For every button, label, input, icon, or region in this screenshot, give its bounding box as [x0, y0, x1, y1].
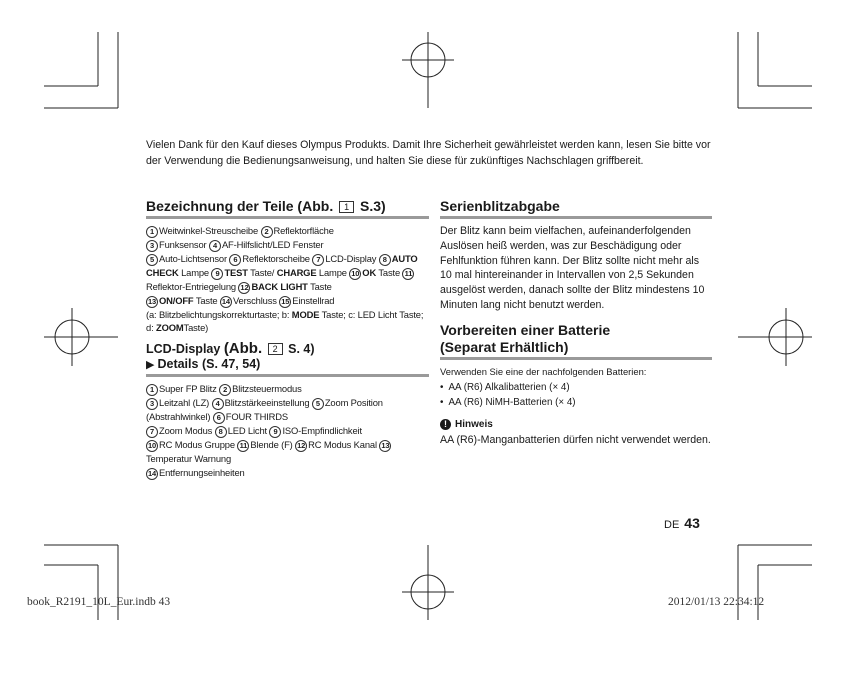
- intro-paragraph: Vielen Dank für den Kauf dieses Olympus Produkts. Damit Ihre Sicherheit gewährleistet werden kann, lesen Sie bitte vor der Verwendung die Bedienungsanweisung, und halten Sie diese für zukünftiges Nachschlagen griffbereit.: [146, 139, 711, 167]
- part-label: Lampe: [181, 267, 209, 278]
- page-lang: DE: [664, 519, 680, 531]
- part-label: Reflektor-Entriegelung: [146, 281, 236, 292]
- battery-list: [440, 380, 712, 410]
- page-number-value: 43: [684, 515, 700, 531]
- lcd-heading-page: S. 4): [288, 342, 315, 357]
- callout-number: 6: [213, 412, 225, 424]
- callout-number: 10: [351, 269, 360, 278]
- part-label-bold: TEST: [224, 267, 248, 278]
- part-label: Verschluss: [232, 295, 277, 306]
- wheel-description: Taste; c: LED Licht Taste; d:: [146, 309, 424, 334]
- part-label: Taste/: [250, 267, 275, 278]
- wheel-description: (a: Blitzbelichtungskorrekturtaste; b:: [146, 309, 290, 320]
- battery-heading-line2: (Separat Erhältlich): [440, 338, 569, 355]
- callout-number: 5: [312, 398, 324, 410]
- lcd-label: Blitzsteuermodus: [232, 383, 302, 395]
- figure-ref-box: 2: [268, 343, 283, 355]
- callout-number: 7: [146, 426, 158, 438]
- callout-number: 2: [261, 226, 273, 238]
- lcd-label: RC Modus Gruppe: [159, 439, 235, 451]
- battery-heading-line1: Vorbereiten einer Batterie: [440, 321, 611, 338]
- lcd-list: [146, 382, 429, 479]
- part-label: Taste: [310, 281, 332, 292]
- hinweis-heading: [440, 418, 712, 431]
- wheel-zoom: ZOOM: [156, 322, 184, 334]
- part-label: Weitwinkel-Streuscheibe: [159, 225, 259, 236]
- callout-number: 3: [146, 398, 158, 410]
- arrow-right-icon: ▶: [146, 359, 155, 372]
- callout-number: 5: [146, 254, 158, 266]
- hinweis-label: Hinweis: [455, 418, 493, 430]
- part-label: Einstellrad: [292, 295, 335, 306]
- wheel-description: Taste): [183, 322, 209, 334]
- callout-number: 4: [209, 240, 221, 252]
- lcd-label: LED Licht: [227, 425, 267, 437]
- footer-filename: book_R2191_10L_Eur.indb 43: [27, 596, 171, 608]
- part-label: Auto-Lichtsensor: [159, 253, 227, 264]
- part-label: AF-Hilfslicht/LED Fenster: [221, 239, 324, 250]
- part-label: Reflektorscheibe: [242, 253, 310, 264]
- lcd-label: Zoom Modus: [159, 425, 213, 437]
- lcd-label: Zoom Position (Abstrahlwinkel): [146, 397, 383, 423]
- lcd-label: ISO-Empfindlichkeit: [282, 425, 362, 437]
- parts-heading: [146, 198, 429, 219]
- callout-number: 14: [221, 297, 230, 306]
- lcd-heading-text: LCD-Display: [146, 342, 221, 357]
- part-label: Taste: [378, 267, 401, 278]
- part-label: LCD-Display: [325, 253, 377, 264]
- callout-number: 11: [237, 440, 249, 452]
- figure-ref-box: 1: [339, 201, 354, 213]
- serien-heading: Serienblitzabgabe: [440, 198, 712, 219]
- lcd-heading: [146, 341, 429, 377]
- lcd-label: Blende (F): [250, 439, 293, 451]
- lcd-label: FOUR THIRDS: [225, 411, 289, 423]
- callout-number: 7: [312, 254, 324, 266]
- part-label-bold: OK: [362, 267, 377, 278]
- callout-number: 1: [146, 226, 158, 238]
- callout-number: 1: [146, 384, 158, 396]
- callout-number: 12: [240, 283, 249, 292]
- parts-heading-page: S.3): [359, 198, 386, 214]
- hinweis-text: AA (R6)-Manganbatterien dürfen nicht verwendet werden.: [440, 433, 711, 446]
- list-item: • AA (R6) NiMH-Batterien (× 4): [440, 395, 712, 410]
- callout-number: 12: [297, 441, 306, 451]
- callout-number: 11: [402, 268, 414, 280]
- wheel-mode: MODE: [291, 309, 320, 320]
- callout-number: 9: [269, 426, 281, 438]
- lcd-label: Super FP Blitz: [159, 383, 217, 395]
- part-label-bold: AUTO CHECK: [146, 253, 418, 278]
- callout-number: 3: [146, 240, 158, 252]
- part-label-bold: CHARGE: [276, 267, 317, 278]
- part-label: Taste: [195, 295, 218, 306]
- callout-number: 8: [215, 426, 227, 438]
- callout-number: 13: [381, 441, 390, 451]
- callout-number: 15: [281, 297, 290, 306]
- details-pages: (S. 47, 54): [201, 357, 261, 372]
- lcd-label: Temperatur Warnung: [146, 453, 232, 465]
- lcd-label: Blitzstärkeeinstellung: [224, 397, 310, 409]
- part-label: Funksensor: [159, 239, 207, 250]
- lcd-label: Entfernungseinheiten: [159, 466, 245, 478]
- list-item: • AA (R6) Alkalibatterien (× 4): [440, 380, 712, 395]
- lcd-heading-abb: (Abb.: [223, 340, 263, 358]
- part-label-bold: BACK LIGHT: [251, 281, 308, 292]
- serien-body: Der Blitz kann beim vielfachen, aufeinanderfolgenden Auslösen heiß werden, was zur Beschädigung oder Fehlfunktion führen kann. Der Blitz sollte nicht mehr als 10 mal hintereinander in Intervallen von 2,5 Sekunden ausgelöst werden, danach sollte der Blitz mindestens 10 Minuten lang nicht benutzt werden.: [440, 225, 705, 311]
- callout-number: 8: [379, 254, 391, 266]
- part-label-bold: ON/OFF: [159, 295, 194, 306]
- callout-number: 9: [211, 268, 223, 280]
- callout-number: 13: [147, 297, 157, 306]
- lcd-label: RC Modus Kanal: [308, 439, 377, 451]
- page-number: [664, 515, 700, 531]
- right-column: [440, 198, 712, 448]
- details-label: Details: [157, 357, 199, 372]
- footer-timestamp: 2012/01/13 22:34:12: [668, 596, 765, 608]
- callout-number: 14: [147, 468, 157, 478]
- callout-number: 10: [147, 441, 157, 451]
- callout-number: 6: [229, 254, 241, 266]
- part-label: Lampe: [318, 267, 347, 278]
- callout-number: 2: [219, 384, 231, 396]
- parts-heading-text: Bezeichnung der Teile (Abb.: [146, 198, 334, 214]
- lcd-label: Leitzahl (LZ): [159, 397, 210, 409]
- warning-icon: !: [440, 419, 451, 430]
- part-label: Reflektorfläche: [273, 225, 334, 236]
- battery-heading: [440, 322, 712, 360]
- left-column: [146, 198, 429, 480]
- parts-list: [146, 224, 429, 334]
- battery-intro: Verwenden Sie eine der nachfolgenden Batterien:: [440, 365, 647, 377]
- callout-number: 4: [212, 398, 224, 410]
